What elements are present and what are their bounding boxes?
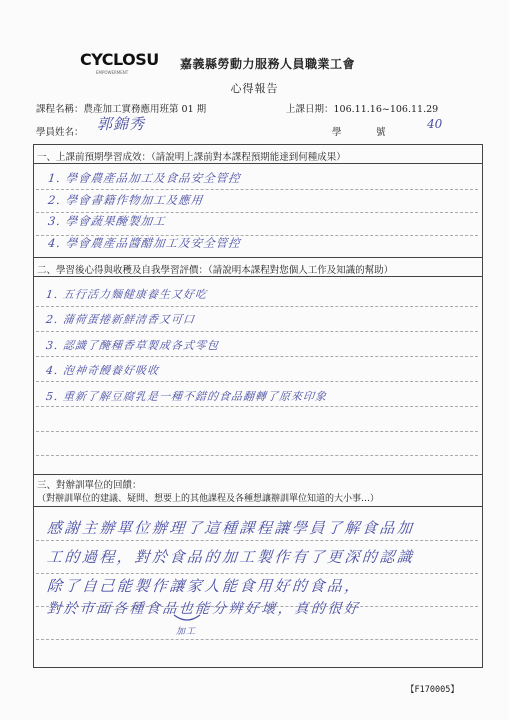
writing-rule	[36, 455, 478, 456]
section-1-title: 一、上課前預期學習成效：	[37, 152, 152, 163]
writing-rule	[36, 356, 478, 357]
form-code: 【F170005】	[406, 685, 459, 695]
section-3-hint: （對辦訓單位的建議、疑問、想要上的其他課程及各種想讓辦訓單位知道的大小事…）	[37, 494, 380, 504]
section-3-insertion: 加工	[176, 627, 197, 637]
writing-rule	[36, 639, 478, 640]
date-label: 上課日期：	[286, 104, 334, 115]
section-2-divider	[33, 276, 482, 277]
section-3-top-divider	[33, 474, 482, 475]
section-1-line: 4. 學會農產品醬醋加工及安全管控	[47, 236, 242, 250]
section-1-divider	[33, 163, 482, 164]
section-2-line: 5. 重新了解豆腐乳是一種不錯的食品翻轉了原來印象	[45, 390, 328, 403]
section-3-line: 除了自己能製作讓家人能食用好的食品，	[46, 577, 363, 595]
logo-text: CYCLOSU	[80, 50, 159, 69]
grade-label: 學	[332, 127, 342, 138]
writing-rule	[36, 406, 478, 407]
section-2-line: 2. 蒲荷蛋捲新鮮清香又可口	[45, 313, 196, 326]
section-3-line: 感謝主辦單位辦理了這種課程讓學員了解食品加	[46, 519, 416, 537]
section-2-hint: （請說明本課程對您個人工作及知識的幫助）	[208, 265, 394, 276]
section-3-line: 對於市面各種食品也能分辨好壞，真的很好	[46, 601, 362, 617]
section-2-title: 二、學習後心得與收穫及自我學習評價：	[37, 265, 209, 276]
logo-subtitle: EMPOWERMENT	[96, 70, 129, 75]
course-value: 農產加工實務應用班第 01 期	[83, 104, 207, 115]
section-3-divider	[33, 506, 482, 507]
section-2-line: 1. 五行活力麵健康養生又好吃	[45, 288, 208, 301]
section-3-line: 工的過程，對於食品的加工製作有了更深的認識	[46, 548, 416, 566]
writing-rule	[36, 431, 478, 432]
section-1-line: 1. 學會農產品加工及食品安全管控	[47, 171, 242, 185]
grade-label-2: 號	[376, 127, 386, 138]
org-name: 嘉義縣勞動力服務人員職業工會	[180, 57, 356, 71]
section-2-line: 4. 泡神奇饅養好吸收	[45, 364, 160, 377]
union-logo	[80, 50, 170, 72]
date-row	[286, 101, 438, 115]
section-1-line: 3. 學會蔬果醃製加工	[47, 214, 167, 228]
section-3-title: 三、對辦訓單位的回饋：	[37, 480, 142, 491]
writing-rule	[36, 381, 478, 382]
student-label: 學員姓名：	[36, 127, 84, 138]
section-1-line: 2. 學會書籍作物加工及應用	[47, 193, 204, 207]
section-2-top-divider	[33, 257, 482, 258]
section-1-hint: （請說明上課前對本課程預期能達到何種成果）	[151, 152, 346, 163]
student-signature: 郭錦秀	[97, 115, 146, 133]
student-number: 40	[427, 117, 443, 131]
writing-rule	[36, 540, 478, 541]
date-value: 106.11.16~106.11.29	[333, 104, 439, 115]
report-title: 心得報告	[230, 82, 279, 95]
writing-rule	[36, 331, 478, 332]
section-1-header	[37, 149, 346, 163]
section-2-line: 3. 認識了醃種香草製成各式零包	[45, 339, 220, 352]
course-label: 課程名稱：	[36, 104, 84, 115]
section-2-header	[37, 262, 393, 276]
writing-rule	[36, 189, 478, 190]
writing-rule	[36, 573, 478, 574]
writing-rule	[36, 306, 478, 307]
